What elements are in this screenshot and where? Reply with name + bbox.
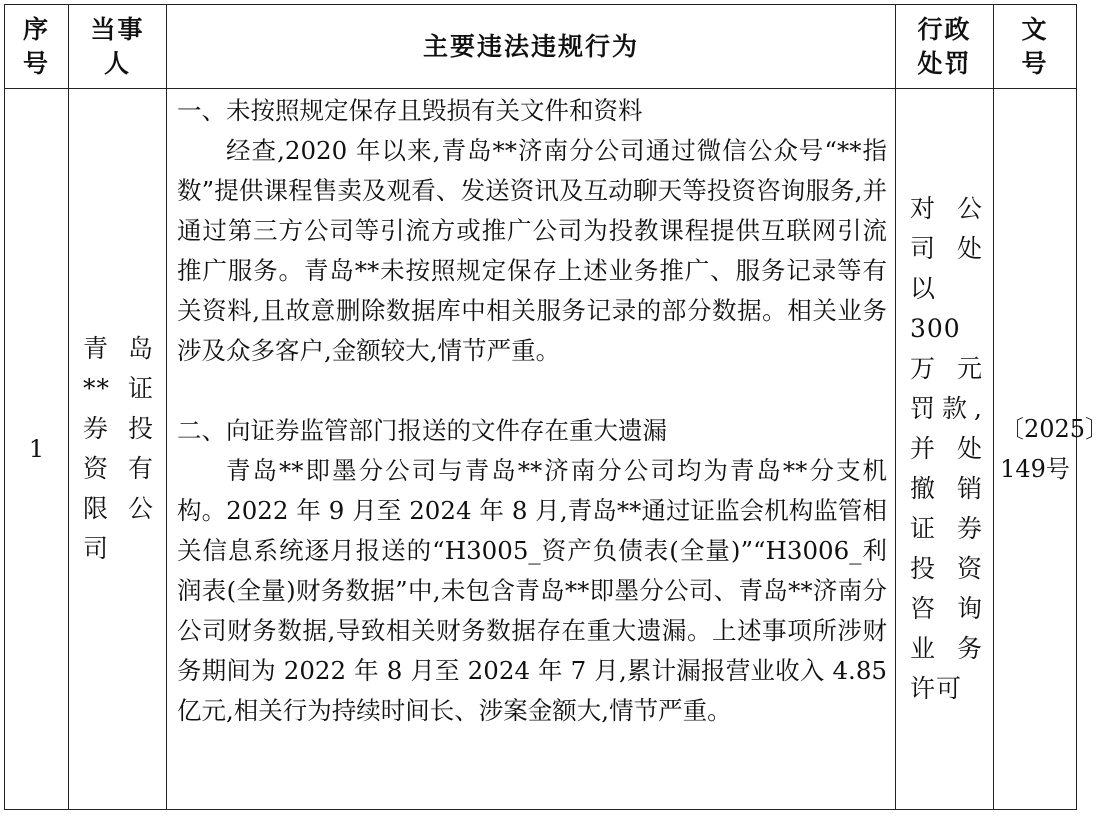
party-name: 青岛**证券投资有限公司 [83, 334, 154, 563]
row-party [69, 89, 167, 810]
table-row [5, 89, 1077, 810]
row-penalty: 对公司处以300万元罚款,并处撤销证券投资咨询业务许可 [896, 89, 994, 810]
header-party: 当事人 [69, 5, 167, 89]
violation-body-1: 经查,2020 年以来,青岛**济南分公司通过微信公众号“**指数”提供课程售卖及观看、发送资讯及互动聊天等投资咨询服务,并通过第三方公司等引流方或推广公司为投教课程提供互联网引流推广服务。青岛**未按照规定保存上述业务推广、服务记录等有关资料,且故意删除数据库中相关服务记录的部分数据。相关业务涉及众多客户,金额较大,情节严重。 [177, 136, 887, 365]
paragraph-gap [177, 371, 887, 411]
header-violation: 主要违法违规行为 [167, 5, 896, 89]
violation-body-2: 青岛**即墨分公司与青岛**济南分公司均为青岛**分支机构。2022 年 9 月至 2024 年 8 月,青岛**通过证监会机构监管相关信息系统逐月报送的“H3005_资产负债表(全量)”“H3006_利润表(全量)财务数据”中,未包含青岛**即墨分公司、青岛**济南分公司财务数据,导致相关财务数据存在重大遗漏。上述事项所涉财务期间为 2022 年 8 月至 2024 年 7 月,累计漏报营业收入 4.85 亿元,相关行为持续时间长、涉案金额大,情节严重。 [177, 456, 887, 725]
row-violations [167, 89, 896, 810]
row-docno: 〔2025〕149号 [994, 89, 1077, 810]
header-penalty: 行政处罚 [896, 5, 994, 89]
header-row [5, 5, 1077, 89]
row-seq: 1 [5, 89, 69, 810]
penalty-table [4, 4, 1109, 810]
header-seq: 序号 [5, 5, 69, 89]
violation-heading-1: 一、未按照规定保存且毁损有关文件和资料 [177, 96, 643, 125]
violation-heading-2: 二、向证券监管部门报送的文件存在重大遗漏 [177, 416, 667, 445]
header-docno: 文号 [994, 5, 1077, 89]
